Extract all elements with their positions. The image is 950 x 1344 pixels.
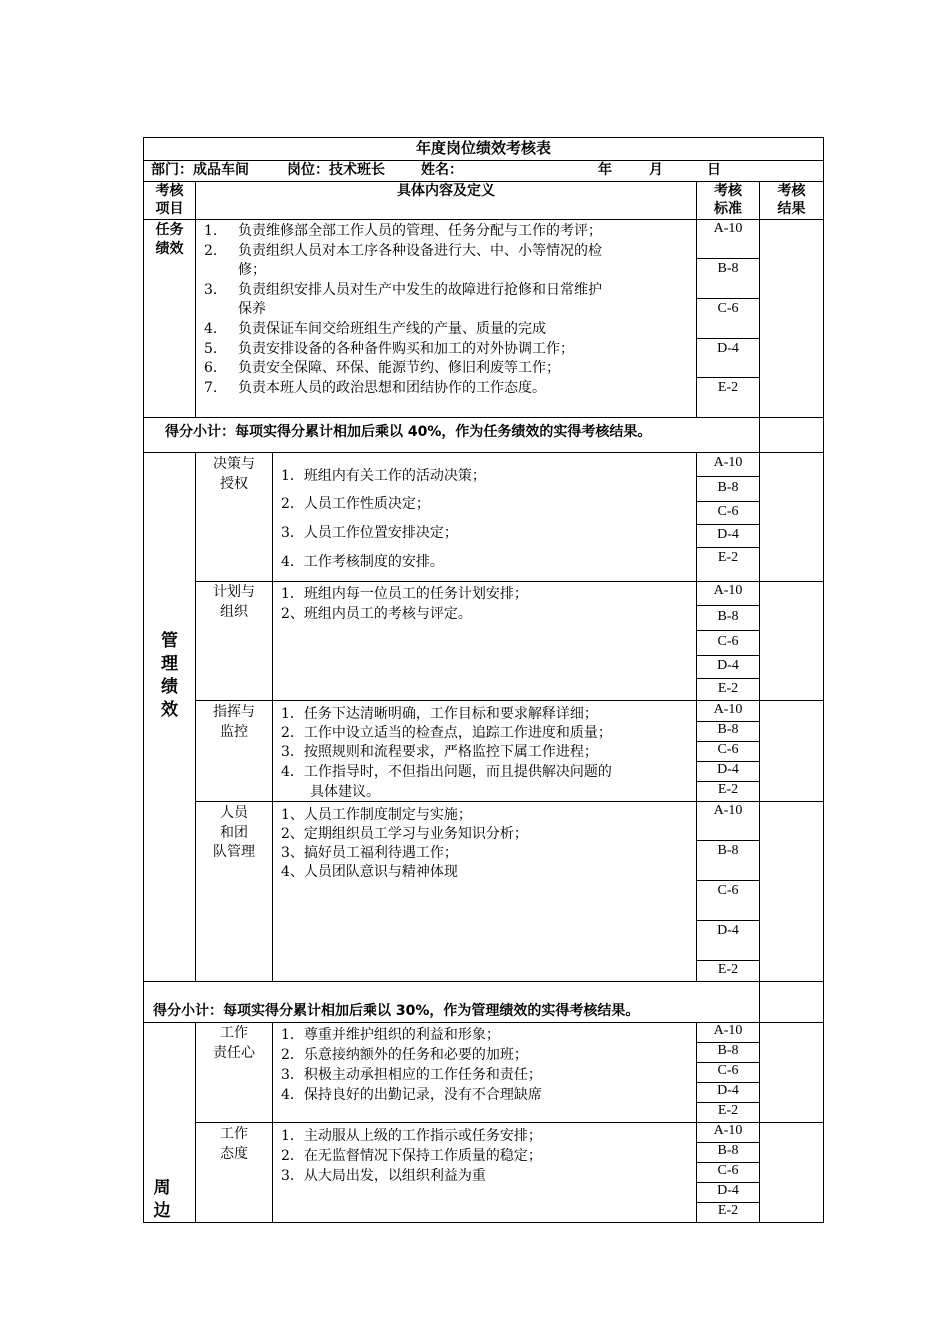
task-result-cell[interactable] xyxy=(760,220,823,417)
task-subtotal: 得分小计：每项实得分累计相加后乘以 40%，作为任务绩效的实得考核结果。 xyxy=(165,424,652,440)
col-standard-line: 考核 xyxy=(714,183,742,199)
task-item-number: 6. xyxy=(204,360,218,377)
rule xyxy=(697,960,759,961)
section-name xyxy=(196,1125,272,1164)
rule xyxy=(697,655,759,656)
list-item: 2．人员工作性质决定； xyxy=(281,496,430,512)
task-label-line: 绩效 xyxy=(155,241,184,257)
list-item: 2．乐意接纳额外的任务和必要的加班； xyxy=(281,1047,528,1063)
grade-b: B-8 xyxy=(717,843,739,858)
list-item: 2．工作中设立适当的检查点，追踪工作进度和质量； xyxy=(281,725,612,741)
grade-b: B-8 xyxy=(717,1143,739,1158)
list-item: 1．任务下达清晰明确，工作目标和要求解释详细； xyxy=(281,706,598,722)
rule xyxy=(697,605,759,606)
rule xyxy=(195,801,824,802)
rule xyxy=(697,524,759,525)
rule xyxy=(272,1022,273,1223)
col-result-line: 结果 xyxy=(777,201,806,217)
task-item xyxy=(204,338,574,358)
rule xyxy=(195,581,824,582)
rule xyxy=(697,547,759,548)
grade-a: A-10 xyxy=(713,583,743,598)
list-item: 3．人员工作位置安排决定； xyxy=(281,525,458,541)
rule xyxy=(143,981,824,982)
task-item-continuation xyxy=(204,298,266,318)
col-result-line: 考核 xyxy=(777,183,806,199)
section-name-line: 工作 xyxy=(220,1126,248,1142)
list-item-continuation: 具体建议。 xyxy=(310,784,380,800)
task-item-number: 1. xyxy=(204,223,218,239)
section-name-line: 工作 xyxy=(220,1025,248,1041)
section-name-line: 态度 xyxy=(220,1145,248,1162)
list-item: 4．工作指导时，不但指出问题，而且提供解决问题的 xyxy=(281,764,612,780)
task-label-line: 任务 xyxy=(155,222,184,238)
list-item: 3．从大局出发，以组织利益为重 xyxy=(281,1168,486,1184)
grade-b: B-8 xyxy=(717,1043,739,1058)
rule xyxy=(697,920,759,921)
col-item-line: 考核 xyxy=(155,183,184,199)
result-cell[interactable] xyxy=(760,701,823,801)
rule xyxy=(697,678,759,679)
task-item xyxy=(204,220,602,240)
grade-c: C-6 xyxy=(717,742,739,757)
col-item-header xyxy=(144,182,195,218)
post-label: 岗位：技术班长 xyxy=(287,162,385,178)
section-name-line: 决策与 xyxy=(213,456,255,472)
task-item-text: 负责组织安排人员对生产中发生的故障进行抢修和日常维护 xyxy=(238,281,602,298)
task-item-number: 2. xyxy=(204,242,218,259)
day-label: 日 xyxy=(707,162,721,178)
management-label-char: 理 xyxy=(161,654,178,674)
management-label xyxy=(144,630,195,722)
rule xyxy=(697,338,759,339)
rule xyxy=(143,1222,824,1223)
grade-e: E-2 xyxy=(717,380,739,395)
section-name-line: 责任心 xyxy=(213,1044,255,1061)
management-label-char: 绩 xyxy=(161,677,178,697)
grade-d: D-4 xyxy=(717,923,739,938)
list-item: 1．主动服从上级的工作指示或任务安排； xyxy=(281,1128,542,1144)
grade-c: C-6 xyxy=(717,883,739,898)
task-item xyxy=(204,240,602,260)
rule xyxy=(143,417,824,418)
form-title: 年度岗位绩效考核表 xyxy=(415,139,551,157)
rule xyxy=(697,258,759,259)
rule xyxy=(697,840,759,841)
grade-e: E-2 xyxy=(717,962,739,977)
task-item-text: 修； xyxy=(238,262,266,279)
grade-d: D-4 xyxy=(717,762,739,777)
rule xyxy=(143,452,824,453)
task-item xyxy=(204,377,546,397)
list-item: 3．积极主动承担相应的工作任务和责任； xyxy=(281,1067,542,1083)
task-item-text: 负责本班人员的政治思想和团结协作的工作态度。 xyxy=(238,379,546,396)
list-item: 2、定期组织员工学习与业务知识分析； xyxy=(281,826,528,842)
management-label-char: 管 xyxy=(161,631,178,651)
rule xyxy=(697,880,759,881)
col-standard-line: 标准 xyxy=(714,201,742,217)
rule xyxy=(697,501,759,502)
result-cell[interactable] xyxy=(760,1123,823,1222)
task-item xyxy=(204,318,546,338)
task-item xyxy=(204,279,602,299)
rule xyxy=(272,452,273,982)
grade-e: E-2 xyxy=(717,1103,739,1118)
grade-e: E-2 xyxy=(717,681,739,696)
list-item: 4．保持良好的出勤记录，没有不合理缺席 xyxy=(281,1087,542,1103)
grade-d: D-4 xyxy=(717,341,739,356)
section-name-line: 授权 xyxy=(220,475,248,492)
list-item: 3、搞好员工福利待遇工作； xyxy=(281,845,458,861)
rule xyxy=(697,298,759,299)
rule xyxy=(697,630,759,631)
task-item-number: 7. xyxy=(204,379,218,396)
task-item-text: 负责安全保障、环保、能源节约、修旧利废等工作； xyxy=(238,360,560,377)
grade-b: B-8 xyxy=(717,480,739,495)
result-cell[interactable] xyxy=(760,1023,823,1122)
list-item: 2、班组内员工的考核与评定。 xyxy=(281,606,472,622)
list-item: 2．在无监督情况下保持工作质量的稳定； xyxy=(281,1148,542,1164)
col-result-header xyxy=(760,182,823,218)
task-item-number: 3. xyxy=(204,281,218,298)
grade-a: A-10 xyxy=(713,1023,743,1038)
task-item-text: 负责组织人员对本工序各种设备进行大、中、小等情况的检 xyxy=(238,242,602,259)
list-item: 4、人员团队意识与精神体现 xyxy=(281,864,458,880)
section-name xyxy=(196,804,272,863)
rule xyxy=(143,137,824,138)
rule xyxy=(823,137,824,1223)
section-name-line: 人员 xyxy=(220,805,248,821)
list-item: 1．尊重并维护组织的利益和形象； xyxy=(281,1027,500,1043)
grade-e: E-2 xyxy=(717,550,739,565)
task-item xyxy=(204,357,560,377)
result-cell[interactable] xyxy=(760,453,823,581)
grade-e: E-2 xyxy=(717,1203,739,1218)
section-name-line: 和团 xyxy=(220,824,248,841)
name-label: 姓名： xyxy=(421,162,463,178)
grade-c: C-6 xyxy=(717,504,739,519)
peripheral-label-char: 边 xyxy=(153,1201,171,1221)
section-name-line: 指挥与 xyxy=(213,704,255,720)
task-item-text: 负责维修部全部工作人员的管理、任务分配与工作的考评； xyxy=(238,223,602,239)
section-name-line: 队管理 xyxy=(213,844,255,860)
grade-a: A-10 xyxy=(713,803,743,818)
result-cell[interactable] xyxy=(760,582,823,700)
section-name-line: 计划与 xyxy=(213,584,255,600)
rule xyxy=(697,377,759,378)
grade-d: D-4 xyxy=(717,658,739,673)
month-label: 月 xyxy=(649,162,663,178)
task-item-text: 负责安排设备的各种备件购买和加工的对外协调工作； xyxy=(238,340,574,357)
management-subtotal: 得分小计：每项实得分累计相加后乘以 30%，作为管理绩效的实得考核结果。 xyxy=(153,1003,640,1019)
peripheral-label xyxy=(144,1177,180,1223)
dept-label: 部门：成品车间 xyxy=(151,162,249,178)
list-item: 1．班组内有关工作的活动决策； xyxy=(281,468,486,484)
grade-a: A-10 xyxy=(713,221,743,236)
grade-c: C-6 xyxy=(717,634,739,649)
result-cell[interactable] xyxy=(760,802,823,981)
list-item: 1、人员工作制度制定与实施； xyxy=(281,807,472,823)
grade-c: C-6 xyxy=(717,301,739,316)
section-name-line: 监控 xyxy=(220,723,248,740)
rule xyxy=(195,181,196,418)
grade-d: D-4 xyxy=(717,1183,739,1198)
grade-d: D-4 xyxy=(717,1083,739,1098)
year-label: 年 xyxy=(598,162,612,178)
section-name xyxy=(196,583,272,622)
section-name xyxy=(196,703,272,742)
col-content-header: 具体内容及定义 xyxy=(397,183,495,199)
grade-a: A-10 xyxy=(713,702,743,717)
col-item-line: 项目 xyxy=(155,201,184,217)
task-item-text: 负责保证车间交给班组生产线的产量、质量的完成 xyxy=(238,321,546,337)
list-item: 3．按照规则和流程要求，严格监控下属工作进程； xyxy=(281,744,598,760)
rule xyxy=(195,700,824,701)
grade-a: A-10 xyxy=(713,455,743,470)
task-item-number: 4. xyxy=(204,321,218,337)
grade-b: B-8 xyxy=(717,609,739,624)
task-item-continuation xyxy=(204,259,266,279)
management-label-char: 效 xyxy=(161,700,178,720)
grade-e: E-2 xyxy=(717,782,739,797)
grade-b: B-8 xyxy=(717,261,739,276)
task-item-number: 5. xyxy=(204,340,218,357)
section-name-line: 组织 xyxy=(220,603,248,620)
list-item: 1．班组内每一位员工的任务计划安排； xyxy=(281,586,528,602)
task-label xyxy=(144,221,195,259)
list-item: 4．工作考核制度的安排。 xyxy=(281,554,444,570)
grade-d: D-4 xyxy=(717,527,739,542)
peripheral-label-char: 周 xyxy=(153,1178,171,1198)
col-standard-header xyxy=(697,182,759,218)
task-item-text: 保养 xyxy=(238,301,266,318)
section-name xyxy=(196,455,272,494)
rule xyxy=(697,476,759,477)
grade-b: B-8 xyxy=(717,722,739,737)
grade-c: C-6 xyxy=(717,1063,739,1078)
grade-a: A-10 xyxy=(713,1123,743,1138)
grade-c: C-6 xyxy=(717,1163,739,1178)
section-name xyxy=(196,1024,272,1063)
